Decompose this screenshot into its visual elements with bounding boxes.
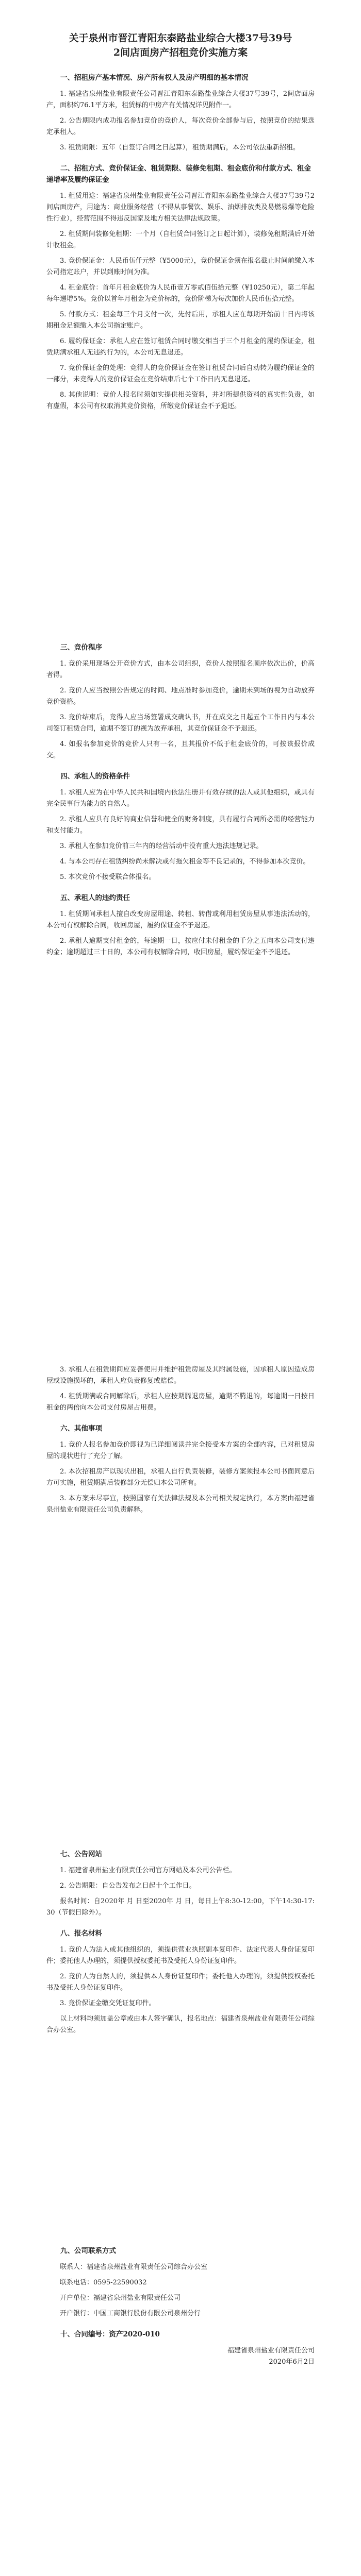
paragraph: 1. 竞价人为法人或其他组织的，须提供营业执照副本复印件、法定代表人身份证复印件；委托他人办理的，须提供授权委托书及受托人身份证复印件。 <box>46 1946 315 1965</box>
section-heading-5: 五、承租人的违约责任 <box>60 894 130 902</box>
paragraph: 2. 承租人逾期支付租金的，每逾期一日，按应付未付租金的千分之五向本公司支付违约金；逾期超过三十日的，本公司有权解除合同，收回房屋，履约保证金不予退还。 <box>46 937 315 956</box>
paragraph: 1. 竞价人报名参加竞价即视为已详细阅读并完全接受本方案的全部内容，已对租赁房屋的现状进行了充分了解。 <box>46 1441 315 1460</box>
paragraph: 3. 竞价结束后，竞得人应当场签署成交确认书，并在成交之日起五个工作日内与本公司签订租赁合同，逾期不签订的视为放弃承租，其竞价保证金不予退还。 <box>46 714 315 733</box>
paragraph: 2. 竞价人应当按照公告规定的时间、地点准时参加竞价，逾期未到场的视为自动放弃竞价资格。 <box>46 687 315 706</box>
paragraph: 4. 如报名参加竞价的竞价人只有一名，且其报价不低于租金底价的，可按该报价成交。 <box>46 740 315 759</box>
paragraph: 1. 福建省泉州盐业有限责任公司晋江青阳东泰路盐业综合大楼37号39号，2间店面房产，面积约76.1平方米，租赁标的中房产有关情况详见附件一。 <box>46 90 315 109</box>
paragraph: 6. 履约保证金：承租人应在签订租赁合同时缴交相当于三个月租金的履约保证金，租赁期满承租人无违约行为的，本公司无息退还。 <box>46 337 315 357</box>
paragraph: 2. 竞价人为自然人的，须提供本人身份证复印件；委托他人办理的，须提供授权委托书及受托人身份证复印件。 <box>46 1973 315 1992</box>
paragraph: 联系人：福建省泉州盐业有限责任公司综合办公室 <box>60 2263 208 2271</box>
paragraph: 7. 竞价保证金的处理：竞得人的竞价保证金在签订租赁合同后自动转为履约保证金的一部分，未竞得人的竞价保证金在竞价结束后七个工作日内无息退还。 <box>46 364 315 383</box>
paragraph: 2. 公告期限：自公告发布之日起十个工作日。 <box>60 1882 196 1890</box>
paragraph: 1. 租赁用途：福建省泉州盐业有限责任公司晋江青阳东泰路盐业综合大楼37号39号2间店面房产，用途为：商业服务经营（不得从事餐饮、娱乐、油烟排放类及易燃易爆等危险性行业），经营范围不得违反国家及地方相关法律法规政策。 <box>46 192 315 223</box>
paragraph: 4. 租赁期满或合同解除后，承租人应按期腾退房屋，逾期不腾退的，每逾期一日按日租金的两倍向本公司支付房屋占用费。 <box>46 1393 315 1412</box>
paragraph: 以上材料均须加盖公章或由本人签字确认，报名地点：福建省泉州盐业有限责任公司综合办公室。 <box>46 2015 315 2034</box>
paragraph: 3. 竞价保证金：人民币伍仟元整（¥5000元），竞价保证金须在报名截止时间前缴入本公司指定账户，并以到账时间为准。 <box>46 257 315 276</box>
signature-date: 2020年6月2日 <box>269 2358 315 2366</box>
paragraph: 3. 租赁期限：五年（自签订合同之日起算），租赁期满后，本公司依法重新招租。 <box>60 144 300 151</box>
paragraph: 2. 承租人应具有良好的商业信誉和健全的财务制度，具有履行合同所必需的经营能力和支付能力。 <box>46 816 315 835</box>
paragraph: 2. 本次招租房产以现状出租，承租人自行负责装修，装修方案须报本公司书面同意后方可实施，租赁期满后装修部分无偿归本公司所有。 <box>46 1468 315 1487</box>
paragraph: 开户单位：福建省泉州盐业有限责任公司 <box>60 2294 181 2302</box>
paragraph: 1. 承租人应为在中华人民共和国境内依法注册并有效存续的法人或其他组织，或具有完全民事行为能力的自然人。 <box>46 789 315 808</box>
signature-company: 福建省泉州盐业有限责任公司 <box>227 2347 315 2354</box>
section-heading-6: 六、其他事项 <box>60 1425 102 1433</box>
paragraph: 1. 福建省泉州盐业有限责任公司官方网站及本公司公告栏。 <box>60 1867 236 1874</box>
blank-space <box>46 962 315 1364</box>
section-heading-10: 十、合同编号：资产2020-010 <box>60 2330 160 2338</box>
paragraph: 开户银行：中国工商银行股份有限公司泉州分行 <box>60 2310 201 2317</box>
paragraph: 3. 承租人在参加竞价前三年内的经营活动中没有重大违法违规记录。 <box>60 842 263 850</box>
paragraph: 1. 竞价采用现场公开竞价方式，由本公司组织，竞价人按照报名顺序依次出价，价高者得。 <box>46 660 315 679</box>
paragraph: 8. 其他说明：竞价人报名时须如实提供相关资料，并对所提供资料的真实性负责，如有虚假，本公司有权取消其竞价资格，所缴竞价保证金不予退还。 <box>46 391 315 410</box>
paragraph: 2. 公告期限内成功报名参加竞价的竞价人，每次竞价全部参与后，按照竞价的结果选定承租人。 <box>46 117 315 136</box>
title-line-1: 关于泉州市晋江青阳东泰路盐业综合大楼37号39号 <box>69 32 292 44</box>
blank-space <box>46 416 315 633</box>
paragraph: 3. 承租人在租赁期间应妥善使用并维护租赁房屋及其附属设施，因承租人原因造成房屋或设施损坏的，承租人应负责修复或赔偿。 <box>46 1366 315 1385</box>
paragraph: 报名时间：自2020年 月 日至2020年 月 日，每日上午8:30-12:00，下午14:30-17:30（节假日除外）。 <box>46 1897 315 1917</box>
blank-space <box>46 2040 315 2236</box>
paragraph: 4. 租金底价：首年月租金底价为人民币壹万零贰佰伍拾元整（¥10250元），第二年起每年递增5%。竞价以首年月租金为竞价标的，竞价阶梯为每次加价人民币伍拾元整。 <box>46 284 315 303</box>
paragraph: 5. 本次竞价不接受联合体报名。 <box>60 873 156 881</box>
paragraph: 联系电话：0595-22590032 <box>60 2279 147 2286</box>
title-line-2: 2间店面房产招租竞价实施方案 <box>113 47 248 58</box>
paragraph: 2. 租赁期间装修免租期：一个月（自租赁合同签订之日起计算），装修免租期满后开始计收租金。 <box>46 230 315 249</box>
section-heading-7: 七、公告网站 <box>60 1850 102 1858</box>
section-heading-2: 二、招租方式、竞价保证金、租赁期限、装修免租期、租金底价和付款方式、租金递增率及履约保证金 <box>46 164 311 184</box>
paragraph: 1. 租赁期间承租人擅自改变房屋用途、转租、转借或利用租赁房屋从事违法活动的，本公司有权解除合同，收回房屋，履约保证金不予退还。 <box>46 910 315 929</box>
document-title <box>46 31 315 60</box>
paragraph: 3. 竞价保证金缴交凭证复印件。 <box>60 1999 156 2007</box>
paragraph: 5. 付款方式：租金每三个月支付一次，先付后用，承租人应在每期开始前十日内将该期租金足额缴入本公司指定账户。 <box>46 311 315 330</box>
section-heading-9: 九、公司联系方式 <box>60 2247 116 2255</box>
signature-block <box>46 2345 315 2368</box>
paragraph: 3. 本方案未尽事宜，按照国家有关法律法规及本公司相关规定执行，本方案由福建省泉州盐业有限责任公司负责解释。 <box>46 1495 315 1514</box>
section-heading-8: 八、报名材料 <box>60 1929 102 1938</box>
paragraph: 4. 与本公司存在租赁纠纷尚未解决或有拖欠租金等不良记录的，不得参加本次竞价。 <box>60 858 310 866</box>
section-heading-3: 三、竞价程序 <box>60 643 102 652</box>
section-heading-4: 四、承租人的资格条件 <box>60 772 130 781</box>
section-heading-1: 一、招租房产基本情况、房产所有权人及房产明细的基本情况 <box>60 74 249 82</box>
blank-space <box>46 1520 315 1839</box>
